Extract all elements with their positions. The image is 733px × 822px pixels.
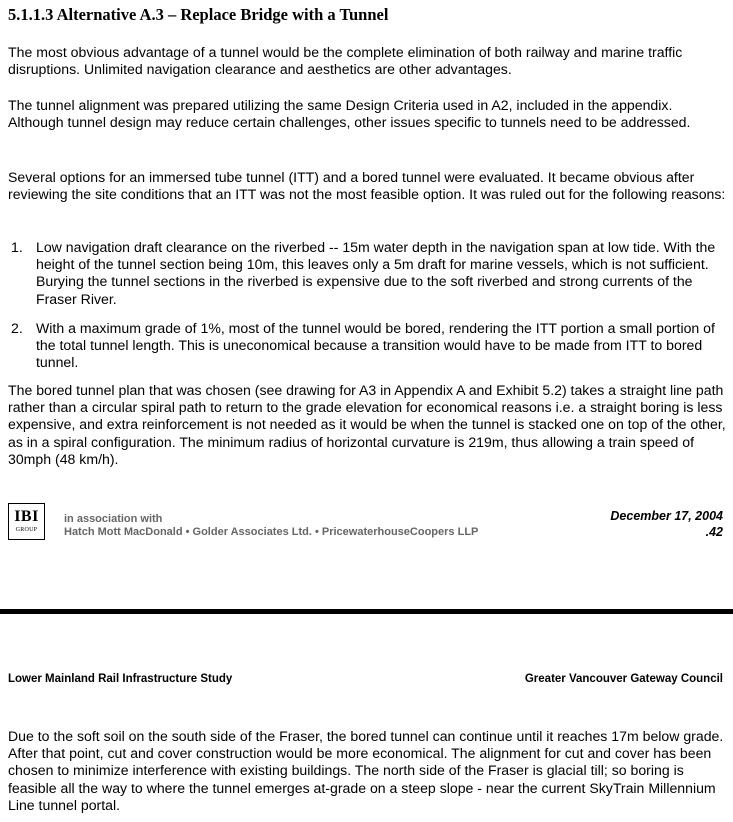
page-divider <box>0 609 733 614</box>
page-number: .42 <box>705 525 723 539</box>
association-label: in association with <box>64 513 163 525</box>
partner-list: Hatch Mott MacDonald • Golder Associates Ltd. • PricewaterhouseCoopers LLP <box>64 526 479 538</box>
ibi-group-logo <box>8 503 45 540</box>
logo-text: IBI <box>14 508 39 525</box>
paragraph-advantages: The most obvious advantage of a tunnel would be the complete elimination of both railway and marine traffic disruptions. Unlimited navigation clearance and aesthetics are other advantages. <box>8 44 683 78</box>
list-item-1 <box>8 239 726 308</box>
paragraph-options: Several options for an immersed tube tunnel (ITT) and a bored tunnel were evaluated. It became obvious after reviewing the site conditions that an ITT was not the most feasible option. It was ruled out for the following reasons: <box>8 169 726 203</box>
association-block <box>64 513 478 539</box>
list-text: Low navigation draft clearance on the riverbed -- 15m water depth in the navigation span at low tide. With the height of the tunnel section being 10m, this leaves only a 5m draft for marine vessels, which is not sufficient. Burying the tunnel sections in the riverbed is expensive due to the soft riverbed and strong currents of the Fraser River. <box>36 239 716 307</box>
date-block <box>610 508 723 540</box>
list-number: 2. <box>11 320 23 336</box>
paragraph-alignment: The tunnel alignment was prepared utilizing the same Design Criteria used in A2, included in the appendix. Although tunnel design may reduce certain challenges, other issues specific to tunnels need to be addressed. <box>8 97 691 131</box>
paragraph-soft-soil: Due to the soft soil on the south side of the Fraser, the bored tunnel can continue until it reaches 17m below grade. After that point, cut and cover construction would be more economical. The alignment for cut and cover has been chosen to minimize interference with existing buildings. The north side of the Fraser is glacial till; so boring is feasible all the way to where the tunnel emerges at-grade on a steep slope - near the current SkyTrain Millennium Line tunnel portal. <box>8 728 724 813</box>
list-text: With a maximum grade of 1%, most of the tunnel would be bored, rendering the ITT portion a small portion of the total tunnel length. This is uneconomical because a transition would have to be made from ITT to bored tunnel. <box>36 320 715 371</box>
running-header-left: Lower Mainland Rail Infrastructure Study <box>8 673 233 685</box>
running-header-right: Greater Vancouver Gateway Council <box>524 673 723 685</box>
section-heading: 5.1.1.3 Alternative A.3 – Replace Bridge with a Tunnel <box>8 5 389 24</box>
list-item-2 <box>8 320 726 372</box>
list-number: 1. <box>11 239 23 255</box>
logo-subtext: GROUP <box>15 527 38 533</box>
paragraph-bored-tunnel: The bored tunnel plan that was chosen (see drawing for A3 in Appendix A and Exhibit 5.2) takes a straight line path rather than a circular spiral path to return to the grade elevation for economical reasons i.e. a straight boring is less expensive, and extra reinforcement is not needed as it would be when the tunnel is stacked one on top of the other, as in a spiral configuration. The minimum radius of horizontal curvature is 219m, thus allowing a train speed of 30mph (48 km/h). <box>8 382 726 467</box>
document-date: December 17, 2004 <box>610 509 723 523</box>
